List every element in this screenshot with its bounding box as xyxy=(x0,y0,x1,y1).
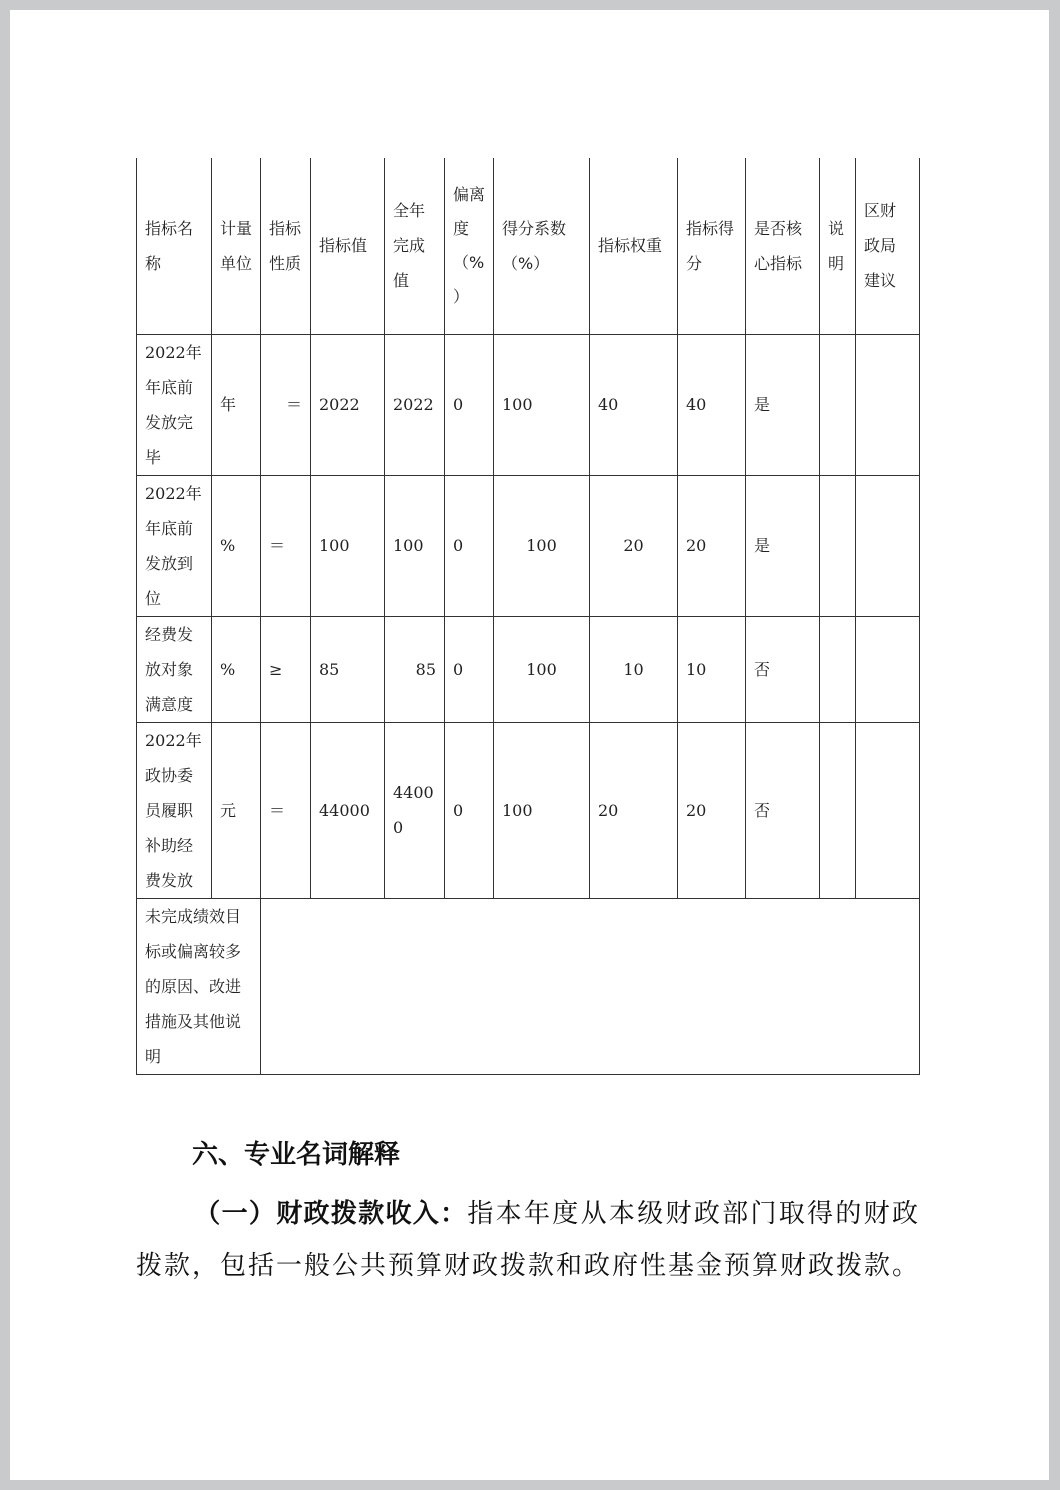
header-indicator-name: 指标名称 xyxy=(137,158,212,334)
cell-score-coefficient: 100 xyxy=(494,616,590,722)
cell-weight: 10 xyxy=(590,616,678,722)
table-row xyxy=(137,722,920,898)
cell-remarks xyxy=(820,722,856,898)
table-row xyxy=(137,475,920,616)
cell-indicator-name: 2022年年底前发放到位 xyxy=(137,475,212,616)
table-row xyxy=(137,334,920,475)
cell-weight: 20 xyxy=(590,475,678,616)
cell-indicator-name: 2022年政协委员履职补助经费发放 xyxy=(137,722,212,898)
cell-score-coefficient: 100 xyxy=(494,722,590,898)
cell-weight: 20 xyxy=(590,722,678,898)
cell-finance-bureau-advice xyxy=(856,334,920,475)
footer-explanation-value xyxy=(261,898,920,1074)
cell-target-value: 2022 xyxy=(311,334,385,475)
cell-score: 10 xyxy=(678,616,746,722)
cell-deviation: 0 xyxy=(445,475,494,616)
cell-deviation: 0 xyxy=(445,722,494,898)
header-score: 指标得分 xyxy=(678,158,746,334)
header-nature: 指标性质 xyxy=(261,158,311,334)
cell-score: 20 xyxy=(678,722,746,898)
cell-target-value: 85 xyxy=(311,616,385,722)
cell-unit: 年 xyxy=(212,334,261,475)
cell-indicator-name: 2022年年底前发放完毕 xyxy=(137,334,212,475)
cell-deviation: 0 xyxy=(445,616,494,722)
header-finance-bureau-advice: 区财政局建议 xyxy=(856,158,920,334)
cell-actual-value: 44000 xyxy=(385,722,445,898)
cell-actual-value: 85 xyxy=(385,616,445,722)
header-weight: 指标权重 xyxy=(590,158,678,334)
table-header-row xyxy=(137,158,920,334)
cell-unit: % xyxy=(212,616,261,722)
cell-indicator-name: 经费发放对象满意度 xyxy=(137,616,212,722)
cell-nature: ＝ xyxy=(261,722,311,898)
cell-finance-bureau-advice xyxy=(856,722,920,898)
cell-core-indicator: 否 xyxy=(746,722,820,898)
table-footer-row xyxy=(137,898,920,1074)
document-page xyxy=(10,10,1049,1480)
definition-paragraph xyxy=(136,1188,920,1292)
cell-actual-value: 2022 xyxy=(385,334,445,475)
cell-score-coefficient: 100 xyxy=(494,475,590,616)
cell-core-indicator: 否 xyxy=(746,616,820,722)
cell-unit: 元 xyxy=(212,722,261,898)
table-row xyxy=(137,616,920,722)
cell-nature: ≥ xyxy=(261,616,311,722)
footer-explanation-label: 未完成绩效目标或偏离较多的原因、改进措施及其他说明 xyxy=(137,898,261,1074)
definition-body: 指本年度从本级财政部门取得的财政拨款，包括一般公共预算财政拨款和政府性基金预算财政拨款。 xyxy=(136,1199,921,1281)
header-remarks: 说明 xyxy=(820,158,856,334)
cell-actual-value: 100 xyxy=(385,475,445,616)
cell-remarks xyxy=(820,616,856,722)
cell-finance-bureau-advice xyxy=(856,475,920,616)
header-actual-value: 全年完成值 xyxy=(385,158,445,334)
section-heading: 六、专业名词解释 xyxy=(192,1140,401,1170)
header-deviation: 偏离度（%） xyxy=(445,158,494,334)
header-score-coefficient: 得分系数（%） xyxy=(494,158,590,334)
cell-target-value: 44000 xyxy=(311,722,385,898)
header-unit: 计量单位 xyxy=(212,158,261,334)
cell-core-indicator: 是 xyxy=(746,475,820,616)
cell-remarks xyxy=(820,334,856,475)
definition-term: （一）财政拨款收入： xyxy=(194,1199,468,1229)
cell-nature: ＝ xyxy=(261,475,311,616)
cell-core-indicator: 是 xyxy=(746,334,820,475)
cell-unit: % xyxy=(212,475,261,616)
cell-finance-bureau-advice xyxy=(856,616,920,722)
cell-score: 40 xyxy=(678,334,746,475)
cell-target-value: 100 xyxy=(311,475,385,616)
performance-indicator-table xyxy=(136,158,920,1075)
cell-score: 20 xyxy=(678,475,746,616)
cell-score-coefficient: 100 xyxy=(494,334,590,475)
cell-nature: ＝ xyxy=(261,334,311,475)
header-core-indicator: 是否核心指标 xyxy=(746,158,820,334)
cell-weight: 40 xyxy=(590,334,678,475)
header-target-value: 指标值 xyxy=(311,158,385,334)
cell-remarks xyxy=(820,475,856,616)
cell-deviation: 0 xyxy=(445,334,494,475)
